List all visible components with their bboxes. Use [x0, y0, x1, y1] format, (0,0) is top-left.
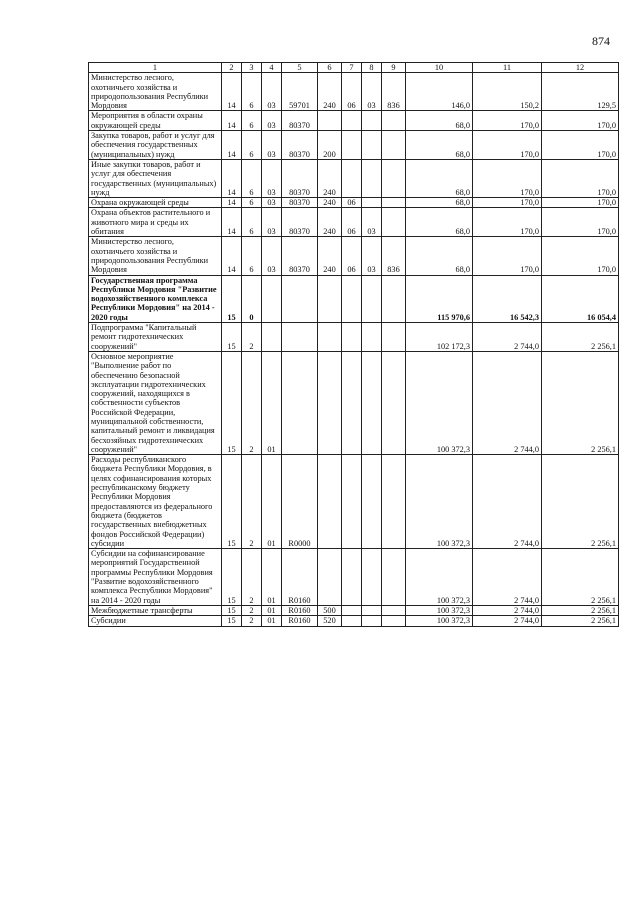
- row-code-7: 06: [342, 73, 362, 111]
- row-code-5: 59701: [282, 73, 318, 111]
- column-header: 11: [473, 63, 542, 73]
- table-row: [89, 208, 619, 237]
- row-amount-10: 100 372,3: [406, 455, 473, 549]
- row-amount-11: 170,0: [473, 237, 542, 275]
- row-code-8: 03: [362, 237, 382, 275]
- row-code-7: [342, 549, 362, 606]
- row-name: Субсидии: [89, 616, 222, 626]
- header-row: [89, 63, 619, 73]
- row-name: Охрана объектов растительного и животного мира и среды их обитания: [89, 208, 222, 237]
- table-row: [89, 198, 619, 208]
- row-code-9: [382, 131, 406, 160]
- row-amount-12: 2 256,1: [542, 455, 619, 549]
- row-code-3: 6: [242, 198, 262, 208]
- row-code-3: 6: [242, 131, 262, 160]
- row-name: Охрана окружающей среды: [89, 198, 222, 208]
- row-code-6: [318, 275, 342, 322]
- row-amount-12: 170,0: [542, 111, 619, 131]
- row-amount-12: 2 256,1: [542, 616, 619, 626]
- row-amount-11: 2 744,0: [473, 605, 542, 615]
- row-code-5: R0000: [282, 455, 318, 549]
- row-code-3: 2: [242, 351, 262, 454]
- row-code-6: [318, 323, 342, 352]
- row-code-4: [262, 323, 282, 352]
- row-code-2: 15: [222, 455, 242, 549]
- table-row: [89, 616, 619, 626]
- row-amount-12: 170,0: [542, 237, 619, 275]
- row-code-7: 06: [342, 237, 362, 275]
- row-amount-11: 2 744,0: [473, 455, 542, 549]
- row-amount-10: 68,0: [406, 111, 473, 131]
- row-amount-11: 170,0: [473, 198, 542, 208]
- row-amount-12: 170,0: [542, 208, 619, 237]
- row-amount-10: 100 372,3: [406, 616, 473, 626]
- row-code-9: [382, 198, 406, 208]
- row-amount-12: 2 256,1: [542, 549, 619, 606]
- column-header: 9: [382, 63, 406, 73]
- row-code-5: 80370: [282, 159, 318, 197]
- row-code-5: 80370: [282, 111, 318, 131]
- row-code-6: 200: [318, 131, 342, 160]
- column-header: 6: [318, 63, 342, 73]
- row-amount-12: 2 256,1: [542, 323, 619, 352]
- row-code-8: [362, 605, 382, 615]
- row-code-7: [342, 111, 362, 131]
- row-code-4: 01: [262, 616, 282, 626]
- row-code-4: 01: [262, 351, 282, 454]
- row-code-3: 2: [242, 455, 262, 549]
- row-name: Межбюджетные трансферты: [89, 605, 222, 615]
- row-code-4: 03: [262, 131, 282, 160]
- row-name: Закупка товаров, работ и услуг для обеспечения государственных (муниципальных) нужд: [89, 131, 222, 160]
- page-number: 874: [592, 34, 610, 48]
- row-code-5: 80370: [282, 198, 318, 208]
- row-code-3: 2: [242, 605, 262, 615]
- row-code-9: [382, 455, 406, 549]
- table-row: [89, 549, 619, 606]
- row-name: Субсидии на софинансирование мероприятий Государственной программы Республики Мордовия "Развитие водохозяйственного комплекса Республики Мордовия" на 2014 - 2020 годы: [89, 549, 222, 606]
- row-code-8: [362, 549, 382, 606]
- row-name: Иные закупки товаров, работ и услуг для обеспечения государственных (муниципальных) нужд: [89, 159, 222, 197]
- row-name: Основное мероприятие "Выполнение работ по обеспечению безопасной эксплуатации гидротехнических сооружений, находящихся в собственности субъектов Российской Федерации, муниципальной собственности, капитальный ремонт и ликвидация бесхозяйных гидротехнических сооружений": [89, 351, 222, 454]
- row-code-7: [342, 616, 362, 626]
- row-code-3: 6: [242, 208, 262, 237]
- row-name: Подпрограмма "Капитальный ремонт гидротехнических сооружений": [89, 323, 222, 352]
- row-code-2: 15: [222, 605, 242, 615]
- row-code-4: 03: [262, 73, 282, 111]
- row-code-4: 03: [262, 198, 282, 208]
- row-code-8: [362, 198, 382, 208]
- row-code-5: R0160: [282, 605, 318, 615]
- row-code-7: 06: [342, 198, 362, 208]
- row-code-6: [318, 111, 342, 131]
- row-code-9: [382, 351, 406, 454]
- row-amount-12: 170,0: [542, 198, 619, 208]
- row-amount-10: 68,0: [406, 237, 473, 275]
- row-code-4: 03: [262, 208, 282, 237]
- row-code-6: 240: [318, 237, 342, 275]
- table-row: [89, 237, 619, 275]
- row-code-4: 03: [262, 237, 282, 275]
- row-amount-10: 68,0: [406, 131, 473, 160]
- row-code-4: [262, 275, 282, 322]
- table-row: [89, 351, 619, 454]
- table-row: [89, 131, 619, 160]
- row-code-5: 80370: [282, 208, 318, 237]
- row-name: Государственная программа Республики Мордовия "Развитие водохозяйственного комплекса Республики Мордовия" на 2014 - 2020 годы: [89, 275, 222, 322]
- row-code-3: 6: [242, 111, 262, 131]
- row-name: Министерство лесного, охотничьего хозяйства и природопользования Республики Мордовия: [89, 73, 222, 111]
- row-code-9: 836: [382, 237, 406, 275]
- table-row: [89, 159, 619, 197]
- row-code-2: 14: [222, 208, 242, 237]
- row-code-9: [382, 275, 406, 322]
- row-code-5: R0160: [282, 549, 318, 606]
- row-code-6: [318, 351, 342, 454]
- row-amount-12: 129,5: [542, 73, 619, 111]
- row-amount-11: 150,2: [473, 73, 542, 111]
- row-code-2: 15: [222, 351, 242, 454]
- row-amount-11: 2 744,0: [473, 549, 542, 606]
- row-code-3: 2: [242, 616, 262, 626]
- row-code-6: 240: [318, 73, 342, 111]
- column-header: 2: [222, 63, 242, 73]
- column-header: 8: [362, 63, 382, 73]
- row-code-6: [318, 455, 342, 549]
- row-code-3: 2: [242, 549, 262, 606]
- row-code-8: 03: [362, 208, 382, 237]
- column-header: 12: [542, 63, 619, 73]
- row-code-6: 240: [318, 208, 342, 237]
- row-amount-10: 146,0: [406, 73, 473, 111]
- row-code-2: 15: [222, 275, 242, 322]
- row-amount-10: 68,0: [406, 198, 473, 208]
- table-row: [89, 73, 619, 111]
- row-code-2: 15: [222, 323, 242, 352]
- row-code-3: 6: [242, 73, 262, 111]
- row-amount-11: 16 542,3: [473, 275, 542, 322]
- row-code-8: [362, 323, 382, 352]
- row-code-5: [282, 323, 318, 352]
- row-code-6: 520: [318, 616, 342, 626]
- row-code-6: 240: [318, 198, 342, 208]
- row-code-5: [282, 351, 318, 454]
- table-row: [89, 275, 619, 322]
- row-code-2: 14: [222, 131, 242, 160]
- row-amount-12: 170,0: [542, 159, 619, 197]
- row-code-7: [342, 605, 362, 615]
- column-header: 1: [89, 63, 222, 73]
- row-code-6: [318, 549, 342, 606]
- row-code-2: 15: [222, 616, 242, 626]
- row-code-2: 14: [222, 73, 242, 111]
- row-amount-11: 170,0: [473, 208, 542, 237]
- row-code-7: [342, 159, 362, 197]
- row-code-9: 836: [382, 73, 406, 111]
- row-code-9: [382, 605, 406, 615]
- row-code-4: 03: [262, 159, 282, 197]
- row-amount-10: 68,0: [406, 159, 473, 197]
- row-code-8: [362, 351, 382, 454]
- row-code-2: 14: [222, 237, 242, 275]
- row-code-5: 80370: [282, 237, 318, 275]
- row-code-8: 03: [362, 73, 382, 111]
- row-name: Расходы республиканского бюджета Республики Мордовия, в целях софинансирования которых республиканскому бюджету Республики Мордовия предоставляются из федерального бюджета (бюджетов государственных внебюджетных фондов Российской Федерации) субсидии: [89, 455, 222, 549]
- row-code-2: 14: [222, 111, 242, 131]
- table-row: [89, 455, 619, 549]
- row-code-7: [342, 323, 362, 352]
- column-header: 3: [242, 63, 262, 73]
- row-code-8: [362, 159, 382, 197]
- row-code-9: [382, 159, 406, 197]
- row-amount-10: 100 372,3: [406, 549, 473, 606]
- row-code-3: 6: [242, 237, 262, 275]
- row-code-7: [342, 351, 362, 454]
- row-code-7: [342, 131, 362, 160]
- row-code-9: [382, 208, 406, 237]
- row-amount-12: 16 054,4: [542, 275, 619, 322]
- row-code-8: [362, 275, 382, 322]
- row-amount-12: 170,0: [542, 131, 619, 160]
- row-code-6: 500: [318, 605, 342, 615]
- row-code-6: 240: [318, 159, 342, 197]
- row-name: Министерство лесного, охотничьего хозяйства и природопользования Республики Мордовия: [89, 237, 222, 275]
- row-code-3: 2: [242, 323, 262, 352]
- row-code-8: [362, 131, 382, 160]
- row-code-3: 6: [242, 159, 262, 197]
- table-row: [89, 605, 619, 615]
- row-amount-11: 2 744,0: [473, 351, 542, 454]
- row-amount-11: 170,0: [473, 131, 542, 160]
- row-code-8: [362, 616, 382, 626]
- row-code-2: 14: [222, 198, 242, 208]
- row-amount-11: 170,0: [473, 159, 542, 197]
- row-code-7: [342, 455, 362, 549]
- table-row: [89, 323, 619, 352]
- row-code-7: [342, 275, 362, 322]
- row-name: Мероприятия в области охраны окружающей среды: [89, 111, 222, 131]
- column-header: 4: [262, 63, 282, 73]
- row-code-3: 0: [242, 275, 262, 322]
- row-amount-12: 2 256,1: [542, 605, 619, 615]
- row-code-9: [382, 111, 406, 131]
- row-code-8: [362, 111, 382, 131]
- column-header: 5: [282, 63, 318, 73]
- row-code-7: 06: [342, 208, 362, 237]
- row-code-4: 03: [262, 111, 282, 131]
- row-amount-11: 2 744,0: [473, 616, 542, 626]
- row-code-9: [382, 323, 406, 352]
- row-code-4: 01: [262, 549, 282, 606]
- column-header: 7: [342, 63, 362, 73]
- row-code-2: 14: [222, 159, 242, 197]
- row-amount-12: 2 256,1: [542, 351, 619, 454]
- row-amount-11: 170,0: [473, 111, 542, 131]
- budget-table: [88, 62, 619, 627]
- row-code-5: R0160: [282, 616, 318, 626]
- row-amount-10: 68,0: [406, 208, 473, 237]
- row-code-5: [282, 275, 318, 322]
- row-code-9: [382, 616, 406, 626]
- row-code-9: [382, 549, 406, 606]
- row-amount-10: 102 172,3: [406, 323, 473, 352]
- row-code-5: 80370: [282, 131, 318, 160]
- row-code-2: 15: [222, 549, 242, 606]
- column-header: 10: [406, 63, 473, 73]
- row-amount-10: 100 372,3: [406, 605, 473, 615]
- row-code-4: 01: [262, 605, 282, 615]
- row-code-8: [362, 455, 382, 549]
- row-code-4: 01: [262, 455, 282, 549]
- row-amount-11: 2 744,0: [473, 323, 542, 352]
- row-amount-10: 100 372,3: [406, 351, 473, 454]
- row-amount-10: 115 970,6: [406, 275, 473, 322]
- table-row: [89, 111, 619, 131]
